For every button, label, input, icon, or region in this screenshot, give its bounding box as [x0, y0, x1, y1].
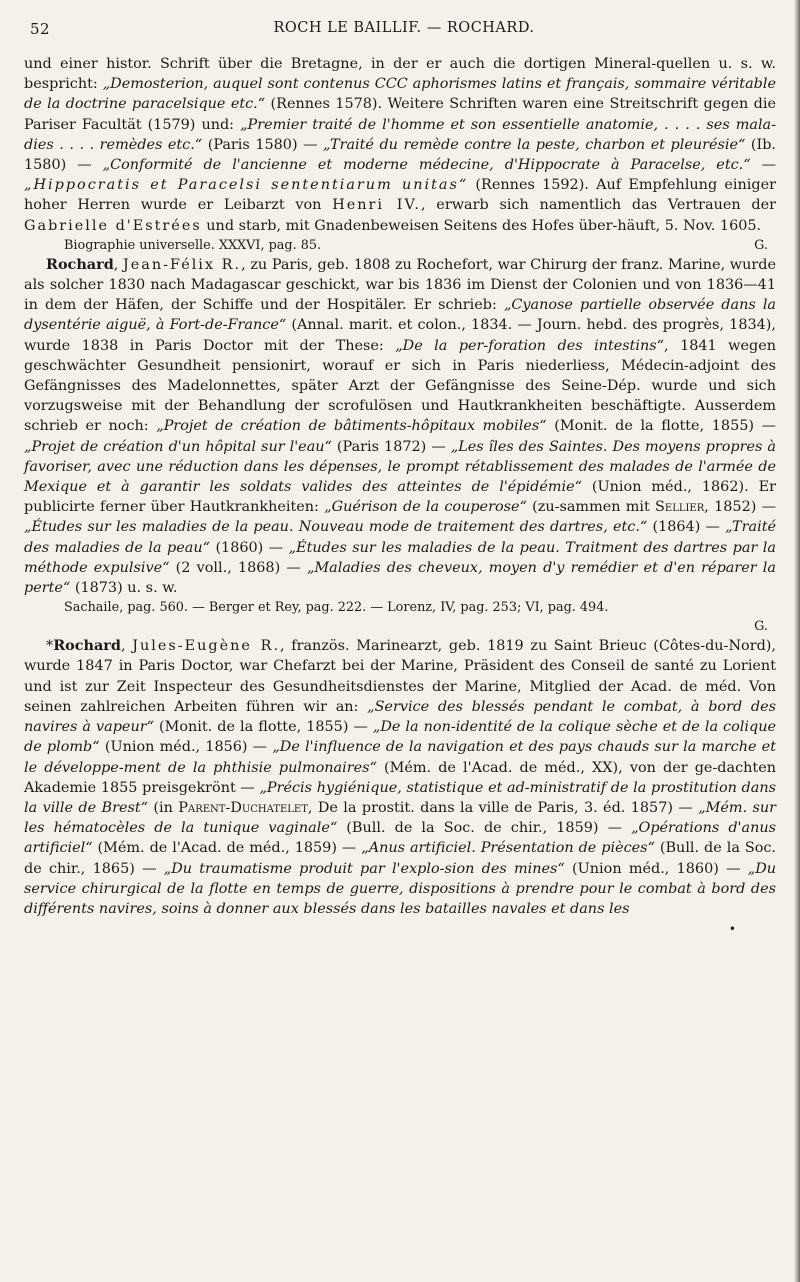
- source-citation: Biographie universelle. XXXVI, pag. 85.: [64, 237, 322, 253]
- title-traite-peau: „Traité des maladies de la peau“: [24, 519, 777, 556]
- text-run: (Monit. de la flotte, 1855) —: [546, 418, 776, 435]
- title-demosterion: „Demosterion, auquel sont contenus CCC aphorismes latins et français, sommaire véritable de la doctrine paracelsique etc.“: [24, 76, 776, 113]
- entry-rochard-jules-eugene: *Rochard, Jules-Eugène R., französ. Marinearzt, geb. 1819 zu Saint Brieuc (Côtes-du-Nord), wurde 1847 in Paris Doctor, war Chefarzt bei der Marine, Präsident des Conseil de santé zu Lorient und ist zur Zeit Inspecteur des Gesundheitsdienstes der Marine, Mitglied der Acad. de méd. Von seinen zahlreichen Arbeiten führen wir an: „Service des blessés pendant le combat, à bord des navires à vapeur“ (Monit. de la flotte, 1855) — „De la non-identité de la colique sèche et de la colique de plomb“ (Union méd., 1856) — „De l'influence de la navigation et des pays chauds sur la marche et le développe-ment de la phthisie pulmonaires“ (Mém. de l'Acad. de méd., XX), von der ge-dachten Akademie 1855 preisgekrönt — „Précis hygiénique, statistique et ad-ministratif de la prostitution dans la ville de Brest“ (in Parent-Duchatelet, De la prostit. dans la ville de Paris, 3. éd. 1857) — „Mém. sur les hématocèles de la tunique vaginale“ (Bull. de la Soc. de chir., 1859) — „Opérations d'anus artificiel“ (Mém. de l'Acad. de méd., 1859) — „Anus artificiel. Présentation de pièces“ (Bull. de la Soc. de chir., 1865) — „Du traumatisme produit par l'explo-sion des mines“ (Union méd., 1860) — „Du service chirurgical de la flotte en temps de guerre, dispositions à prendre pour le combat à bord des différents navires, soins à donner aux blessés dans les batailles navales et dans les: [24, 637, 777, 917]
- page-number: 52: [30, 20, 51, 38]
- title-traite-peste: „Traité du remède contre la peste, charbon et pleurésie“: [323, 136, 746, 153]
- running-head: [24, 20, 784, 40]
- title-projet-hopital: „Projet de création d'un hôpital sur l'eau“: [24, 438, 332, 455]
- title-cheveux: „Maladies des cheveux, moyen d'y remédier et d'en réparer la perte“: [24, 559, 776, 597]
- title-hematoceles: „Mém. sur les hématocèles de la tunique vaginale“: [24, 799, 777, 837]
- person-sellier: Sellier: [655, 499, 705, 516]
- entry-headword: Rochard: [53, 637, 121, 655]
- text-run: (1864) —: [647, 519, 726, 536]
- text-run: (Paris 1872) —: [331, 438, 451, 455]
- title-hippocratis: „Hippocratis et Paracelsi sententiarum unitas“: [24, 177, 469, 194]
- title-anus-artificiel: „Anus artificiel. Présentation de pièces“: [361, 840, 655, 857]
- text-run: , 1852) —: [704, 499, 776, 516]
- title-projet-batiments: „Projet de création de bâtiments-hôpitaux mobiles“: [156, 418, 547, 435]
- title-guerison: „Guérison de la couperose“: [324, 499, 527, 516]
- text-run: , erwarb sich namentlich das Vertrauen der: [420, 197, 777, 214]
- text-run: (Mém. de l'Acad. de méd., XX), von der ge-dachten Akademie 1855 preisgekrönt —: [24, 759, 776, 796]
- source-line-roch: [24, 236, 776, 255]
- text-run: , zu Paris, geb. 1808 zu Rochefort, war Chirurg der franz. Marine, wurde als solcher 1830 nach Madagascar geschickt, war bis 1836 im Dienst der Colonien und von 1836—41 in dem der Häfen, der Schiffe und der Hospitäler. Er schrieb:: [24, 256, 776, 314]
- title-iles-saintes: „Les îles des Saintes. Des moyens propres à favoriser, avec une réduction dans les dépenses, le prompt rétablissement des malades de l'armée de Mexique et à garantir les soldats valides des atteintes de l'épidémie“: [24, 438, 776, 496]
- page-body: [24, 54, 784, 939]
- text-run: (Ib. 1580) —: [24, 136, 777, 174]
- title-colique: „De la non-identité de la colique sèche et de la colique de plomb“: [24, 719, 776, 756]
- title-influence: „De l'influence de la navigation et des pays chauds sur la marche et le développe-ment de la phthisie pulmonaires“: [24, 739, 776, 776]
- text-run: (Rennes 1592). Auf Empfehlung einiger hoher Herren wurde er Leibarzt von: [24, 177, 776, 214]
- person-parent-duchatelet: Parent-Duchatelet: [178, 799, 308, 816]
- entry-given-names: Jules-Eugène R.: [132, 638, 281, 655]
- title-premier-traite: „Premier traité de l'homme et son essentielle anatomie, . . . . ses mala-dies . . . . remèdes etc.“: [24, 116, 776, 153]
- title-service-blesses: „Service des blessés pendant le combat, à bord des navires à vapeur“: [24, 698, 776, 736]
- text-run: (1873) u. s. w.: [70, 580, 178, 597]
- title-precis: „Précis hygiénique, statistique et ad-ministratif de la prostitution dans la ville de Brest“: [24, 779, 776, 816]
- text-run: (Paris 1580) —: [202, 136, 324, 153]
- entry-given-names: Jean-Félix R.: [123, 256, 242, 273]
- source-citation: Sachaile, pag. 560. — Berger et Rey, pag. 222. — Lorenz, IV, pag. 253; VI, pag. 494.: [64, 600, 609, 616]
- text-run: (Mém. de l'Acad. de méd., 1859) —: [92, 840, 362, 857]
- text-run: , 1841 wegen geschwächter Gesundheit pensionirt, worauf er sich in Paris niederliess, Médecin-adjoint des Gefängnisses des Madelonnettes, später Arzt der Gefängnisse des Seine-Dép. wurde und sich vorzugsweise mit der Behandlung der scrofulösen und Hautkrankheiten beschäftigte. Ausserdem schrieb er noch:: [24, 337, 776, 435]
- entry-headword: Rochard: [46, 255, 114, 273]
- title-etudes-1: „Études sur les maladies de la peau. Nouveau mode de traitement des dartres, etc.“: [24, 519, 648, 536]
- text-run: (Union méd., 1856) —: [99, 739, 273, 756]
- text-run: —: [750, 157, 776, 174]
- source-line-rochard-jean: [24, 598, 776, 617]
- author-signature: G.: [754, 237, 768, 253]
- text-run: (Monit. de la flotte, 1855) —: [153, 719, 373, 736]
- living-marker: *: [46, 638, 54, 655]
- person-henri: Henri IV.: [332, 197, 421, 214]
- page-edge-shadow: [794, 0, 800, 1282]
- text-run: und starb, mit Gnadenbeweisen Seitens des Hofes über-häuft, 5. Nov. 1605.: [201, 217, 762, 234]
- title-operations: „Opérations d'anus artificiel“: [24, 820, 776, 857]
- text-run: (in: [148, 799, 179, 816]
- text-run: , De la prostit. dans la ville de Paris, 3. éd. 1857) —: [307, 799, 699, 816]
- text-run: (Union méd., 1860) —: [564, 860, 748, 877]
- book-page: [24, 20, 784, 1260]
- author-signature: G.: [754, 619, 768, 635]
- entry-rochard-jean-felix: Rochard, Jean-Félix R., zu Paris, geb. 1808 zu Rochefort, war Chirurg der franz. Marine, wurde als solcher 1830 nach Madagascar geschickt, war bis 1836 im Dienst der Colonien und von 1836—41 in dem der Häfen, der Schiffe und der Hospitäler. Er schrieb: „Cyanose partielle observée dans la dysentérie aiguë, à Fort-de-France“ (Annal. marit. et colon., 1834. — Journ. hebd. des progrès, 1834), wurde 1838 in Paris Doctor mit der These: „De la per-foration des intestins“, 1841 wegen geschwächter Gesundheit pensionirt, worauf er sich in Paris niederliess, Médecin-adjoint des Gefängnisses des Madelonnettes, später Arzt der Gefängnisse des Seine-Dép. wurde und sich vorzugsweise mit der Behandlung der scrofulösen und Hautkrankheiten beschäftigte. Ausserdem schrieb er noch: „Projet de création de bâtiments-hôpitaux mobiles“ (Monit. de la flotte, 1855) — „Projet de création d'un hôpital sur l'eau“ (Paris 1872) — „Les îles des Saintes. Des moyens propres à favoriser, avec une réduction dans les dépenses, le prompt rétablissement des malades de l'armée de Mexique et à garantir les soldats valides des atteintes de l'épidémie“ (Union méd., 1862). Er publicirte ferner über Hautkrankheiten: „Guérison de la couperose“ (zu-sammen mit Sellier, 1852) — „Études sur les maladies de la peau. Nouveau mode de traitement des dartres, etc.“ (1864) — „Traité des maladies de la peau“ (1860) — „Études sur les maladies de la peau. Traitment des dartres par la méthode expulsive“ (2 voll., 1868) — „Maladies des cheveux, moyen d'y remédier et d'en réparer la perte“ (1873) u. s. w.: [24, 255, 777, 597]
- title-traumatisme: „Du traumatisme produit par l'explo-sion des mines“: [163, 860, 565, 877]
- text-run: (Bull. de la Soc. de chir., 1859) —: [337, 820, 632, 837]
- text-run: (1860) —: [209, 539, 289, 556]
- paragraph-roch-continuation: [24, 54, 776, 236]
- text-run: (zu-sammen mit: [526, 499, 656, 516]
- title-service-chirurgical: „Du service chirurgical de la flotte en temps de guerre, dispositions à prendre pour le combat à bord des différents navires, soins à donner aux blessés dans les batailles navales et dans les: [24, 860, 777, 917]
- title-cyanose: „Cyanose partielle observée dans la dysentérie aiguë, à Fort-de-France“: [24, 297, 776, 334]
- person-gabrielle: Gabrielle d'Estrées: [24, 217, 202, 234]
- text-run: (Annal. marit. et colon., 1834. — Journ. hebd. des progrès, 1834), wurde 1838 in Paris Doctor mit der These:: [24, 317, 776, 354]
- title-etudes-2: „Études sur les maladies de la peau. Traitment des dartres par la méthode expulsive“: [24, 539, 776, 576]
- text-run: und einer histor. Schrift über die Bretagne, in der er auch die dortigen Mineral-quellen u. s. w. bespricht:: [24, 56, 776, 93]
- text-run: (Bull. de la Soc. de chir., 1865) —: [24, 840, 777, 877]
- text-run: , französ. Marinearzt, geb. 1819 zu Saint Brieuc (Côtes-du-Nord), wurde 1847 in Paris Doctor, war Chefarzt bei der Marine, Präsident des Conseil de santé zu Lorient und ist zur Zeit Inspecteur des Gesundheitsdienstes der Marine, Mitglied der Acad. de méd. Von seinen zahlreichen Arbeiten führen wir an:: [24, 638, 776, 715]
- text-run: (Union méd., 1862). Er publicirte ferner über Hautkrankheiten:: [24, 479, 777, 516]
- signature-line-rochard-jean: [24, 617, 776, 636]
- footer-mark: •: [728, 922, 736, 937]
- text-run: (Rennes 1578). Weitere Schriften waren eine Streitschrift gegen die Pariser Facultät (1579) und:: [24, 96, 776, 133]
- title-conformite: „Conformité de l'ancienne et moderne médecine, d'Hippocrate à Paracelse, etc.“: [102, 157, 751, 174]
- title-perforation: „De la per-foration des intestins“: [395, 337, 665, 354]
- footer-mark-line: [24, 919, 776, 939]
- header-title: ROCH LE BAILLIF. — ROCHARD.: [273, 20, 535, 36]
- text-run: (2 voll., 1868) —: [169, 559, 307, 576]
